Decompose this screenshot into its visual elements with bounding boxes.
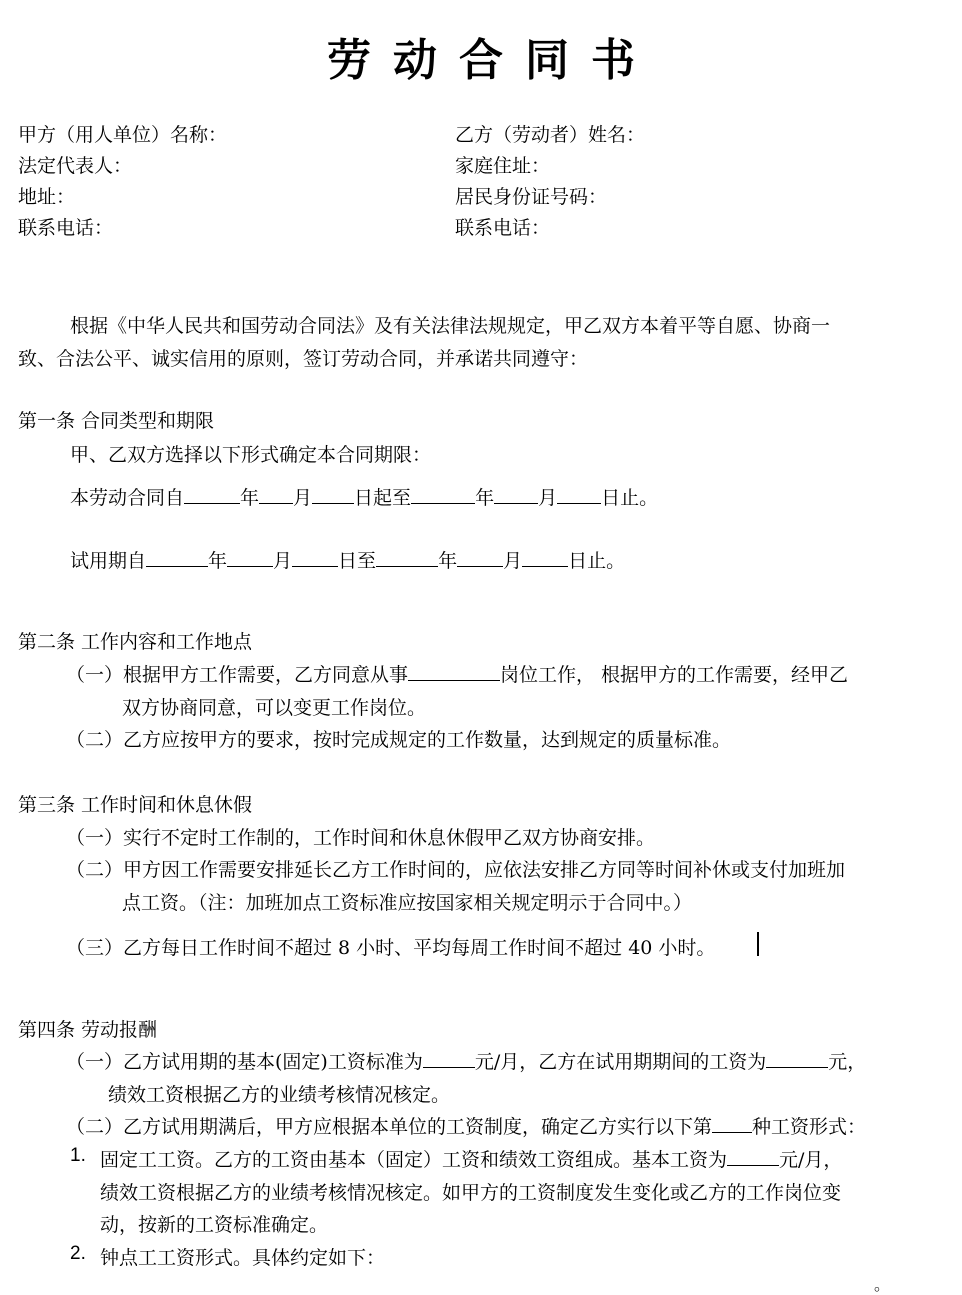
article-4-item-1-text-a: （一）乙方试用期的基本(固定)工资标准为	[66, 1051, 423, 1073]
probation-day-2: 日止。	[568, 550, 626, 572]
article-4-item-2-text-b: 种工资形式：	[752, 1116, 867, 1138]
list-item-2: 钟点工工资形式。具体约定如下：	[100, 1247, 386, 1269]
article-4-item-2	[66, 1112, 866, 1139]
list-item-1-line-2: 绩效工资根据乙方的业绩考核情况核定。如甲方的工资制度发生变化或乙方的工作岗位变	[100, 1182, 842, 1204]
term-start-month-blank[interactable]	[259, 485, 293, 504]
probation-month-2: 月	[503, 550, 523, 572]
probation-end-day-blank[interactable]	[522, 548, 568, 567]
party-b-name-label: 乙方（劳动者）姓名：	[455, 124, 646, 146]
article-4-item-2-text-a: （二）乙方试用期满后，甲方应根据本单位的工资制度，确定乙方实行以下第	[66, 1116, 713, 1138]
party-a-phone-label: 联系电话：	[18, 217, 114, 239]
page-title: 劳动合同书	[327, 35, 657, 86]
list-item-1-line-1	[100, 1145, 842, 1172]
article-2-item-1	[66, 660, 848, 687]
base-wage-blank[interactable]	[727, 1147, 779, 1166]
article-4-item-1	[66, 1047, 866, 1074]
article-2-heading: 第二条 工作内容和工作地点	[18, 631, 253, 653]
article-4-item-1-text-c: 元，	[828, 1051, 867, 1073]
probation-month-1: 月	[273, 550, 293, 572]
text-cursor	[757, 932, 759, 956]
contract-term-line	[70, 483, 658, 510]
article-3-item-2-line-2: 点工资。（注：加班加点工资标准应按国家相关规定明示于合同中。）	[122, 892, 693, 914]
article-3-heading: 第三条 工作时间和休息休假	[18, 794, 253, 816]
term-end-day-blank[interactable]	[557, 485, 601, 504]
article-3-item-2-line-1: （二）甲方因工作需要安排延长乙方工作时间的，应依法安排乙方同等时间补休或支付加班加	[66, 859, 846, 881]
party-b-phone-label: 联系电话：	[455, 217, 551, 239]
probation-start-month-blank[interactable]	[227, 548, 273, 567]
probation-base-wage-blank[interactable]	[423, 1049, 475, 1068]
list-item-1-text-a: 固定工工资。乙方的工资由基本（固定）工资和绩效工资组成。基本工资为	[100, 1149, 728, 1171]
article-1-intro: 甲、乙双方选择以下形式确定本合同期限：	[70, 444, 432, 466]
probation-day-1: 日至	[338, 550, 377, 572]
footer-mark: 。	[874, 1275, 891, 1294]
term-day-2: 日止。	[601, 487, 659, 509]
probation-year-2: 年	[438, 550, 458, 572]
party-a-rep-label: 法定代表人：	[18, 155, 133, 177]
preamble-line-2: 致、合法公平、诚实信用的原则，签订劳动合同，并承诺共同遵守：	[18, 348, 589, 370]
probation-year-1: 年	[208, 550, 228, 572]
term-month-2: 月	[538, 487, 558, 509]
probation-end-month-blank[interactable]	[457, 548, 503, 567]
party-a-address-label: 地址：	[18, 186, 76, 208]
article-3-item-1: （一）实行不定时工作制的，工作时间和休息休假甲乙双方协商安排。	[66, 827, 656, 849]
list-number-1: 1.	[70, 1145, 86, 1166]
article-2-item-1-line-2: 双方协商同意，可以变更工作岗位。	[122, 697, 427, 719]
probation-start-year-blank[interactable]	[146, 548, 208, 567]
party-b-id-label: 居民身份证号码：	[455, 186, 608, 208]
term-end-year-blank[interactable]	[411, 485, 475, 504]
article-1-heading: 第一条 合同类型和期限	[18, 410, 215, 432]
article-4-heading: 第四条 劳动报酬	[18, 1019, 158, 1041]
probation-end-year-blank[interactable]	[376, 548, 438, 567]
term-end-month-blank[interactable]	[494, 485, 538, 504]
term-prefix: 本劳动合同自	[70, 487, 185, 509]
article-4-item-1-text-b: 元/月，乙方在试用期期间的工资为	[474, 1051, 767, 1073]
list-item-1-text-b: 元/月，	[779, 1149, 843, 1171]
term-start-day-blank[interactable]	[312, 485, 354, 504]
term-month-1: 月	[293, 487, 313, 509]
term-start-year-blank[interactable]	[184, 485, 240, 504]
party-b-home-label: 家庭住址：	[455, 155, 551, 177]
probation-prefix: 试用期自	[70, 550, 147, 572]
article-2-item-2: （二）乙方应按甲方的要求，按时完成规定的工作数量，达到规定的质量标准。	[66, 729, 732, 751]
article-3-item-3: （三）乙方每日工作时间不超过 8 小时、平均每周工作时间不超过 40 小时。	[66, 937, 716, 959]
wage-form-blank[interactable]	[712, 1114, 752, 1133]
term-year-1: 年	[240, 487, 260, 509]
article-2-item-1-text-a: （一）根据甲方工作需要，乙方同意从事	[66, 664, 409, 686]
article-2-item-1-text-b: 岗位工作， 根据甲方的工作需要，经甲乙	[500, 664, 849, 686]
party-a-name-label: 甲方（用人单位）名称：	[18, 124, 228, 146]
list-item-1-line-3: 动，按新的工资标准确定。	[100, 1214, 329, 1236]
probation-start-day-blank[interactable]	[292, 548, 338, 567]
article-4-item-1-line-2: 绩效工资根据乙方的业绩考核情况核定。	[108, 1084, 451, 1106]
term-day-1: 日起至	[354, 487, 412, 509]
probation-wage-blank[interactable]	[766, 1049, 828, 1068]
term-year-2: 年	[475, 487, 495, 509]
job-position-blank[interactable]	[408, 662, 500, 681]
probation-line	[70, 546, 625, 573]
list-number-2: 2.	[70, 1243, 86, 1264]
preamble-line-1: 根据《中华人民共和国劳动合同法》及有关法律法规规定，甲乙双方本着平等自愿、协商一	[70, 315, 831, 337]
